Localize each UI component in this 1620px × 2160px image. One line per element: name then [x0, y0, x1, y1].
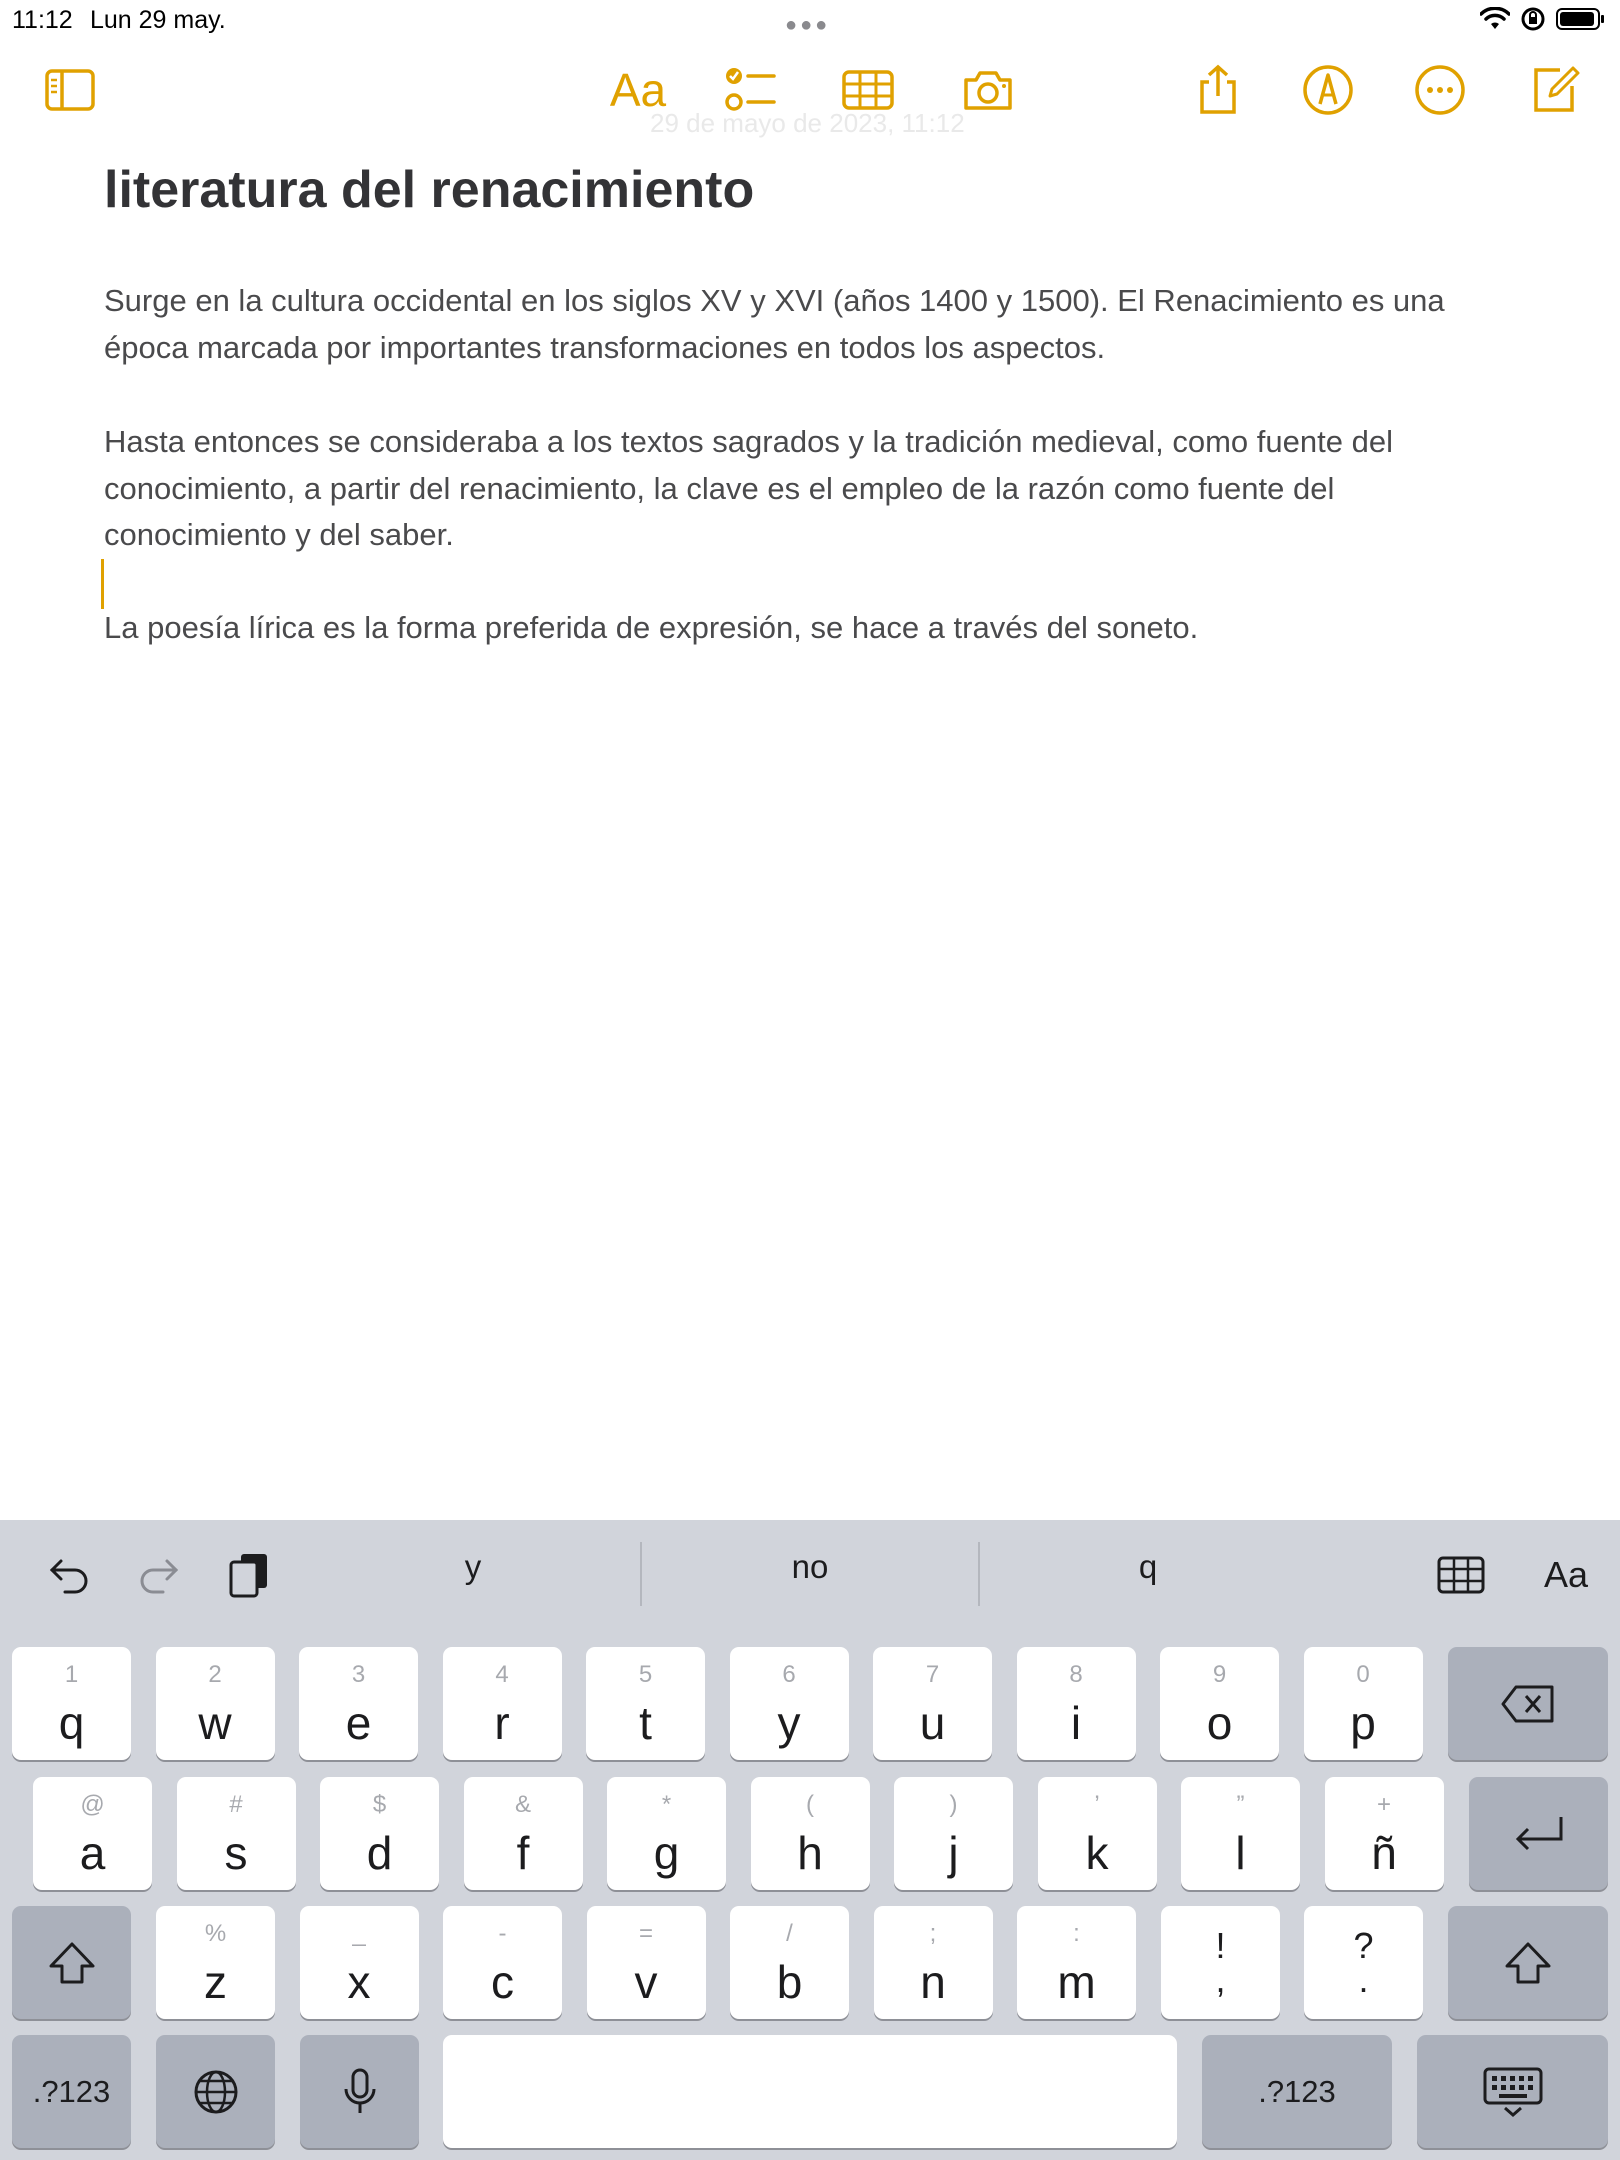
key-n[interactable] — [874, 1906, 993, 2019]
key-secondary-label: ” — [1236, 1791, 1245, 1818]
key-q[interactable] — [12, 1647, 131, 1760]
key-h[interactable] — [751, 1777, 870, 1890]
key-label: q — [58, 1697, 85, 1749]
globe-icon — [192, 2068, 240, 2116]
suggestion-2[interactable]: no — [791, 1548, 829, 1585]
keyboard — [0, 1520, 1620, 2160]
key-label: ñ — [1371, 1827, 1397, 1879]
status-time: 11:12 — [12, 6, 73, 34]
key-k[interactable] — [1038, 1777, 1157, 1890]
paste-icon[interactable] — [224, 1550, 274, 1600]
key-label: k — [1085, 1827, 1109, 1879]
key-w[interactable] — [156, 1647, 275, 1760]
key-secondary-label: $ — [372, 1791, 387, 1818]
shift-icon — [1503, 1940, 1553, 1986]
redo-icon[interactable] — [134, 1550, 184, 1600]
key-secondary-label: # — [229, 1791, 243, 1818]
undo-icon[interactable] — [44, 1550, 94, 1600]
key-secondary-label: & — [514, 1791, 531, 1818]
key-z[interactable] — [156, 1906, 275, 2019]
return-key[interactable] — [1469, 1777, 1608, 1890]
key-label: e — [345, 1697, 372, 1749]
camera-icon[interactable] — [958, 60, 1018, 120]
key-label: d — [366, 1827, 393, 1879]
key-question-period[interactable]: ? . — [1304, 1906, 1423, 2019]
key-label: a — [79, 1827, 106, 1879]
shift-key-left[interactable] — [12, 1906, 131, 2019]
key-secondary-label: 6 — [782, 1661, 796, 1688]
key-f[interactable] — [464, 1777, 583, 1890]
key-a[interactable] — [33, 1777, 152, 1890]
key-label: v — [634, 1956, 658, 2008]
key-label: w — [198, 1697, 232, 1749]
key-label: r — [494, 1697, 510, 1749]
sidebar-icon[interactable] — [40, 60, 100, 120]
key-label: n — [920, 1956, 946, 2008]
more-icon[interactable] — [1410, 60, 1470, 120]
return-icon — [1511, 1813, 1567, 1855]
key-label: s — [224, 1827, 248, 1879]
share-icon[interactable] — [1188, 60, 1248, 120]
delete-key[interactable] — [1448, 1647, 1608, 1760]
key-label: g — [653, 1827, 680, 1879]
key-label: f — [516, 1827, 530, 1879]
note-paragraph-2[interactable]: Hasta entonces se consideraba a los textos sagrados y la tradición medieval, como fuente del conocimiento, a partir del renacimiento, la clave es el empleo de la razón como fuente del conocimiento y del saber. — [104, 424, 1393, 552]
key-label: h — [797, 1827, 823, 1879]
key-secondary-label: ) — [949, 1791, 958, 1818]
key-secondary-label: : — [1073, 1920, 1080, 1947]
key-v[interactable] — [587, 1906, 706, 2019]
key-label: z — [204, 1956, 227, 2008]
suggestion-divider — [640, 1542, 642, 1606]
key-label: p — [1350, 1697, 1376, 1749]
key-g[interactable] — [607, 1777, 726, 1890]
key-label: j — [948, 1827, 959, 1879]
key-label: i — [1070, 1697, 1082, 1749]
multitasking-dots-icon[interactable]: ●●● — [785, 14, 831, 36]
compose-icon[interactable] — [1524, 60, 1584, 120]
key-secondary-label: 0 — [1356, 1661, 1370, 1688]
key-i[interactable] — [1017, 1647, 1136, 1760]
keyboard-dismiss-icon — [1482, 2066, 1544, 2118]
key-secondary-label: + — [1376, 1791, 1391, 1818]
key-o[interactable] — [1160, 1647, 1279, 1760]
key-label: b — [776, 1956, 803, 2008]
dictation-key[interactable] — [300, 2035, 419, 2148]
status-date: Lun 29 may. — [90, 6, 226, 34]
key-secondary-label: 8 — [1069, 1661, 1083, 1688]
key-d[interactable] — [320, 1777, 439, 1890]
key-label: t — [639, 1697, 652, 1749]
format-label: Aa — [609, 64, 667, 116]
key-c[interactable] — [443, 1906, 562, 2019]
key-label: u — [919, 1697, 946, 1749]
key-label: x — [347, 1956, 371, 2008]
rotation-lock-icon — [1520, 6, 1546, 32]
note-title[interactable]: literatura del renacimiento — [104, 161, 755, 219]
key-secondary-label: ; — [929, 1920, 937, 1947]
key-s[interactable] — [177, 1777, 296, 1890]
globe-key[interactable] — [156, 2035, 275, 2148]
key-secondary-label: 9 — [1212, 1661, 1227, 1688]
microphone-icon — [342, 2067, 378, 2117]
suggestion-3[interactable]: q — [1138, 1548, 1158, 1585]
suggestion-1[interactable]: y — [464, 1548, 482, 1585]
key-secondary-label: 4 — [495, 1661, 509, 1688]
key-secondary-label: * — [661, 1791, 672, 1818]
suggestion-divider — [978, 1542, 980, 1606]
key-label: l — [1235, 1827, 1246, 1879]
key-secondary-label: 2 — [208, 1661, 222, 1688]
key-x[interactable] — [300, 1906, 419, 2019]
space-bar[interactable] — [443, 2035, 1177, 2148]
key-secondary-label: 1 — [64, 1661, 79, 1688]
key-secondary-label: ’ — [1094, 1791, 1100, 1818]
key-e[interactable] — [299, 1647, 418, 1760]
key-p[interactable] — [1304, 1647, 1423, 1760]
key-secondary-label: @ — [80, 1791, 105, 1818]
key-ñ[interactable] — [1325, 1777, 1444, 1890]
note-date: 29 de mayo de 2023, 11:12 — [650, 108, 965, 138]
key-u[interactable] — [873, 1647, 992, 1760]
key-m[interactable] — [1017, 1906, 1136, 2019]
delete-icon — [1500, 1683, 1556, 1725]
key-label: c — [491, 1956, 514, 2008]
key-label: m — [1057, 1956, 1096, 2008]
note-paragraph-1[interactable]: Surge en la cultura occidental en los siglos XV y XVI (años 1400 y 1500). El Renacimiento es una época marcada por importantes transformaciones en todos los aspectos. — [104, 283, 1445, 365]
key-secondary-label: 7 — [925, 1661, 940, 1688]
key-b[interactable] — [730, 1906, 849, 2019]
key-secondary-label: - — [498, 1920, 507, 1947]
shift-icon — [47, 1940, 97, 1986]
key-y[interactable] — [730, 1647, 849, 1760]
key-label: y — [777, 1697, 801, 1749]
numbers-key-right[interactable]: .?123 — [1202, 2035, 1392, 2148]
shift-key-right[interactable] — [1448, 1906, 1608, 2019]
key-secondary-label: % — [204, 1920, 227, 1947]
status-icons — [1480, 6, 1606, 32]
key-secondary-label: ( — [806, 1791, 814, 1818]
key-secondary-label: 5 — [638, 1661, 653, 1688]
text-cursor — [101, 559, 104, 609]
key-secondary-label: / — [786, 1920, 793, 1947]
note-paragraph-3[interactable]: La poesía lírica es la forma preferida de expresión, se hace a través del soneto. — [104, 610, 1199, 645]
wifi-icon — [1480, 7, 1510, 31]
key-exclamation-comma[interactable]: ! , — [1161, 1906, 1280, 2019]
keyboard-format-button[interactable]: Aa — [1543, 1554, 1589, 1595]
key-r[interactable] — [443, 1647, 562, 1760]
battery-icon — [1556, 7, 1606, 31]
key-secondary-label: 3 — [351, 1661, 366, 1688]
key-label: o — [1206, 1697, 1233, 1749]
key-secondary-label: _ — [352, 1920, 366, 1947]
key-secondary-label: = — [638, 1920, 653, 1947]
key-t[interactable] — [586, 1647, 705, 1760]
key-j[interactable] — [894, 1777, 1013, 1890]
dismiss-keyboard-key[interactable] — [1417, 2035, 1608, 2148]
key-l[interactable] — [1181, 1777, 1300, 1890]
markup-icon[interactable] — [1298, 60, 1358, 120]
suggestion-bar — [0, 1520, 1620, 1620]
numbers-key-left[interactable]: .?123 — [12, 2035, 131, 2148]
keyboard-table-icon[interactable] — [1436, 1550, 1486, 1600]
